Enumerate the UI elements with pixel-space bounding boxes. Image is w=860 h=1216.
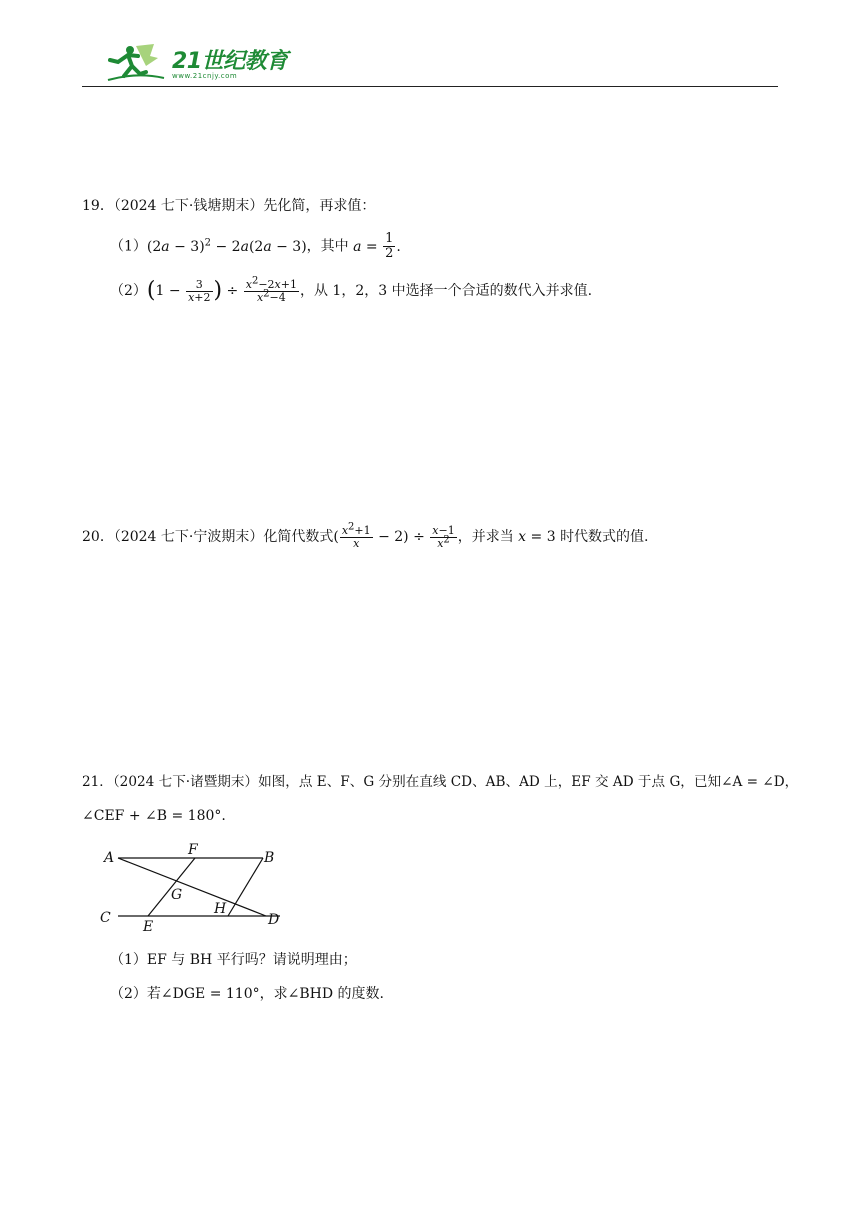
runner-logo-icon bbox=[106, 42, 166, 82]
q19-part2-label: （2） bbox=[110, 283, 147, 299]
q21-part2: （2）若∠DGE = 110°，求∠BHD 的度数. bbox=[110, 986, 384, 1002]
q19-part2 bbox=[110, 276, 592, 306]
label-f: F bbox=[188, 842, 198, 858]
logo bbox=[106, 42, 366, 84]
label-d: D bbox=[268, 912, 280, 928]
q20-expr: ( $\frac{x^2+1}{x}$ − 2) ÷ $\frac{x-1}{x^2}$ bbox=[333, 520, 455, 550]
line-bh bbox=[228, 858, 263, 916]
q19-part1-label: （1） bbox=[110, 238, 147, 255]
q20-stem bbox=[82, 522, 649, 552]
label-b: B bbox=[264, 850, 275, 866]
q20-value: x = 3 bbox=[513, 529, 561, 545]
logo-title: 21世纪教育 bbox=[172, 49, 288, 74]
q19-stem: 19．（2024 七下·钱塘期末）先化简，再求值： bbox=[82, 198, 376, 214]
label-g: G bbox=[171, 887, 183, 903]
q21-line1: 21．（2024 七下·诸暨期末）如图，点 E、F、G 分别在直线 CD、AB、AD 上，EF 交 AD 于点 G，已知∠A = ∠D， bbox=[82, 774, 799, 790]
q21-line2: ∠CEF + ∠B = 180°. bbox=[82, 808, 226, 824]
q20-stem-text: 20．（2024 七下·宁波期末）化简代数式 bbox=[82, 529, 334, 545]
label-h: H bbox=[214, 901, 227, 917]
label-c: C bbox=[100, 910, 111, 926]
q19-part2-text: ，从 1，2，3 中选择一个合适的数代入并求值. bbox=[299, 283, 593, 299]
q20-tail-a: ，并求当 bbox=[457, 529, 514, 545]
q21-part1: （1）EF 与 BH 平行吗？请说明理由； bbox=[110, 952, 357, 968]
q19-part1-value: a = $\frac{1}{2}$ . bbox=[348, 231, 401, 261]
q20-tail-b: 时代数式的值. bbox=[560, 529, 649, 545]
q19-part1-expr: $(2a - 3)^2 - 2a(2a - 3)$ bbox=[146, 236, 307, 255]
label-a: A bbox=[104, 850, 115, 866]
page-header bbox=[82, 40, 778, 87]
logo-url: www.21cnjy.com bbox=[172, 72, 238, 80]
q19-part1-text: ，其中 bbox=[306, 238, 349, 255]
geometry-figure bbox=[98, 840, 288, 932]
line-ad bbox=[118, 858, 266, 916]
label-e: E bbox=[143, 919, 154, 932]
q19-part1 bbox=[110, 232, 401, 261]
q19-part2-expr: (1 − $\frac{3}{x+2}$ ) ÷ $\frac{x^2-2x+1}{x^2-4}$ bbox=[146, 274, 297, 304]
